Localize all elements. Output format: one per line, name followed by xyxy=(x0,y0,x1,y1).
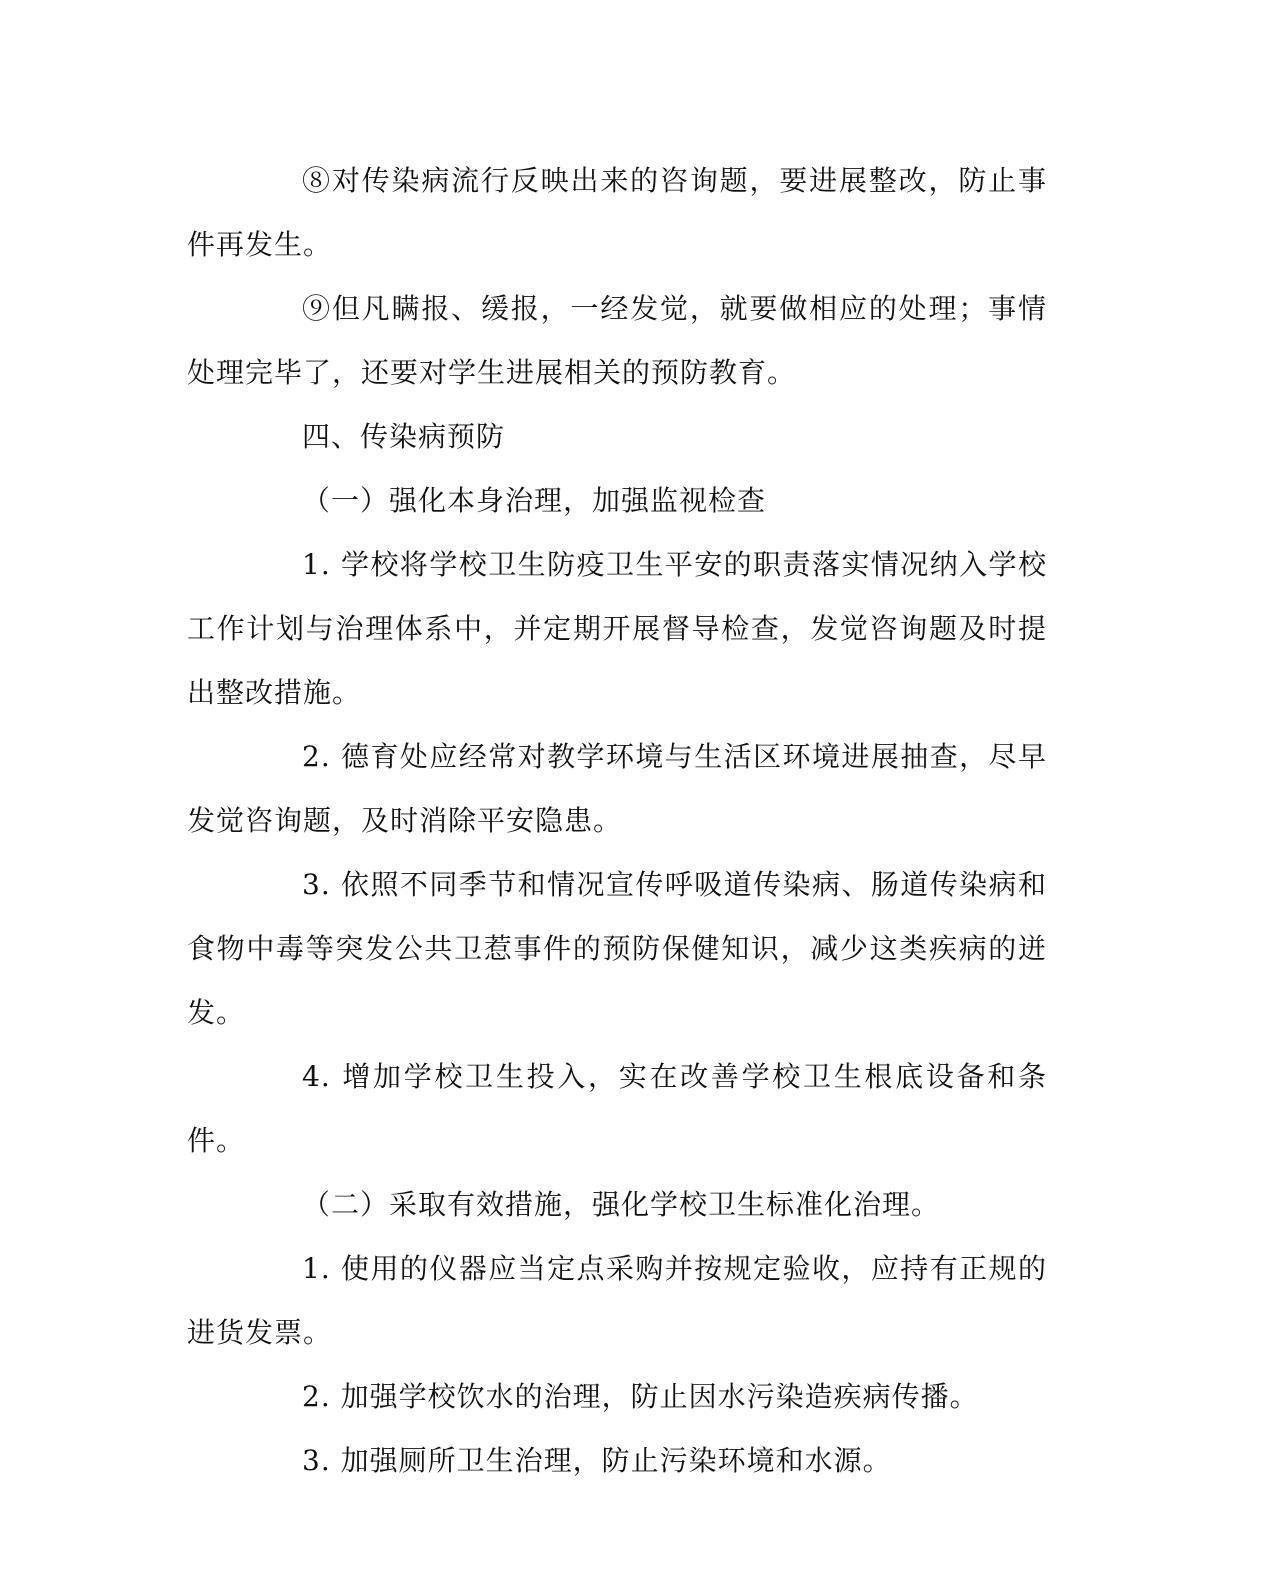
list-item-3-b: 3. 加强厕所卫生治理，防止污染环境和水源。 xyxy=(302,1444,892,1477)
subsection-heading-2: （二）采取有效措施，强化学校卫生标准化治理。 xyxy=(302,1188,941,1221)
list-item-4: 4. 增加学校卫生投入，实在改善学校卫生根底设备和条件。 xyxy=(187,1060,1047,1157)
document-body xyxy=(187,149,1047,1493)
list-item-1-b: 1. 使用的仪器应当定点采购并按规定验收，应持有正规的进货发票。 xyxy=(187,1252,1047,1349)
section-heading-4: 四、传染病预防 xyxy=(302,420,506,453)
paragraph-item-8: ⑧对传染病流行反映出来的咨询题，要进展整改，防止事件再发生。 xyxy=(187,164,1047,261)
paragraph-item-9: ⑨但凡瞒报、缓报，一经发觉，就要做相应的处理；事情处理完毕了，还要对学生进展相关的预防教育。 xyxy=(187,292,1047,389)
subsection-heading-1: （一）强化本身治理，加强监视检查 xyxy=(302,484,767,517)
list-item-2: 2. 德育处应经常对教学环境与生活区环境进展抽查，尽早发觉咨询题，及时消除平安隐患。 xyxy=(187,740,1047,837)
list-item-2-b: 2. 加强学校饮水的治理，防止因水污染造疾病传播。 xyxy=(302,1380,979,1413)
list-item-1: 1. 学校将学校卫生防疫卫生平安的职责落实情况纳入学校工作计划与治理体系中，并定期开展督导检查，发觉咨询题及时提出整改措施。 xyxy=(187,548,1047,709)
list-item-3: 3. 依照不同季节和情况宣传呼吸道传染病、肠道传染病和食物中毒等突发公共卫惹事件的预防保健知识，减少这类疾病的迸发。 xyxy=(187,868,1047,1029)
